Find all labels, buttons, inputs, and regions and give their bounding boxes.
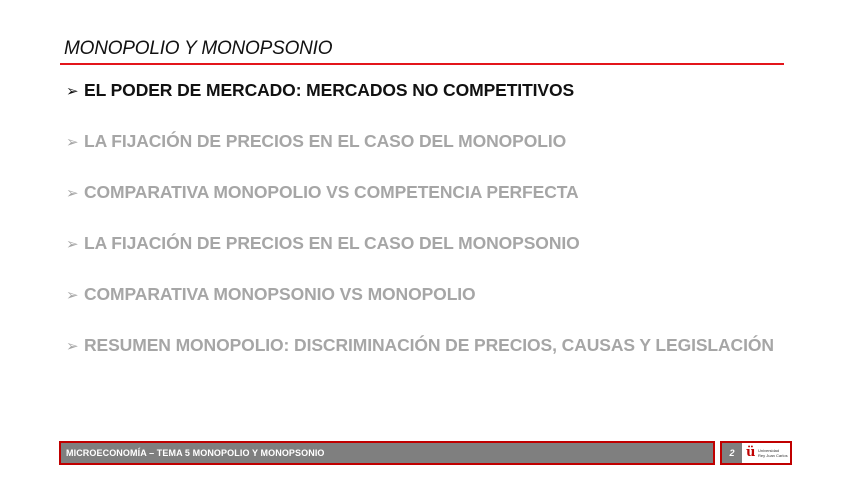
page-number: 2 (722, 443, 742, 463)
arrow-bullet-icon: ➢ (66, 83, 79, 100)
logo-text (758, 448, 788, 458)
agenda-item-label: EL PODER DE MERCADO: MERCADOS NO COMPETITIVOS (84, 80, 575, 100)
agenda-item-fijacion-monopolio (66, 131, 566, 152)
page-number-box (720, 441, 792, 465)
agenda-item-label: COMPARATIVA MONOPOLIO VS COMPETENCIA PERFECTA (84, 182, 579, 202)
agenda-item-resumen-monopolio (66, 335, 774, 356)
arrow-bullet-icon: ➢ (66, 287, 79, 304)
footer-course-title: MICROECONOMÍA – TEMA 5 MONOPOLIO Y MONOPSONIO (66, 448, 325, 458)
agenda-item-label: LA FIJACIÓN DE PRECIOS EN EL CASO DEL MONOPSONIO (84, 233, 580, 253)
agenda-item-fijacion-monopsonio (66, 233, 580, 254)
agenda-item-comparativa-monopsonio (66, 284, 476, 305)
footer-bar (59, 441, 715, 465)
agenda-item-poder-de-mercado (66, 80, 574, 101)
arrow-bullet-icon: ➢ (66, 338, 79, 355)
university-logo (746, 445, 790, 461)
agenda-item-comparativa-competencia (66, 182, 579, 203)
arrow-bullet-icon: ➢ (66, 134, 79, 151)
urjc-logo-icon: ü (746, 445, 756, 460)
arrow-bullet-icon: ➢ (66, 236, 79, 253)
arrow-bullet-icon: ➢ (66, 185, 79, 202)
agenda-item-label: RESUMEN MONOPOLIO: DISCRIMINACIÓN DE PRECIOS, CAUSAS Y LEGISLACIÓN (84, 335, 774, 355)
logo-line-2: Rey Juan Carlos (758, 453, 788, 458)
title-divider (60, 63, 784, 65)
logo-line-1: Universidad (758, 448, 780, 453)
slide-title: MONOPOLIO Y MONOPSONIO (64, 38, 333, 59)
agenda-item-label: LA FIJACIÓN DE PRECIOS EN EL CASO DEL MONOPOLIO (84, 131, 567, 151)
agenda-item-label: COMPARATIVA MONOPSONIO VS MONOPOLIO (84, 284, 476, 304)
